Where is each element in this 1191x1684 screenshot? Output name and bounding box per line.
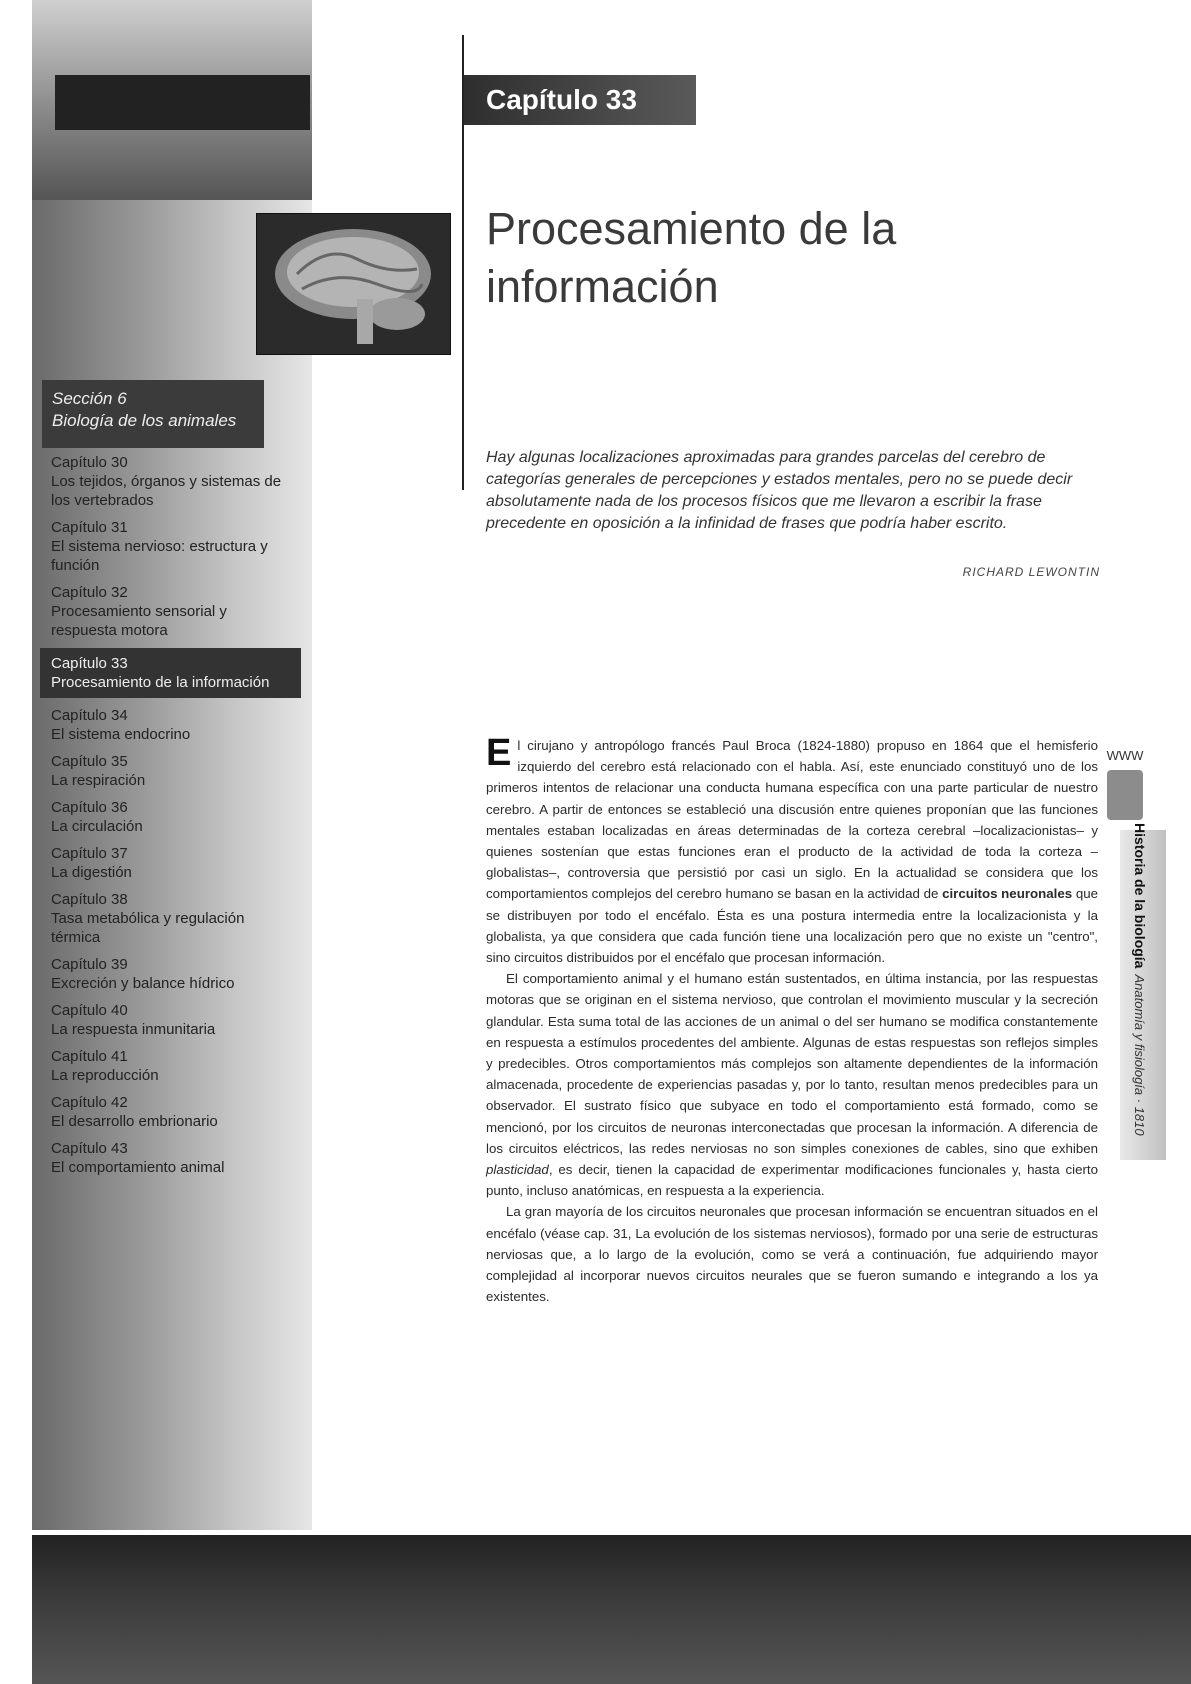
chapter-item-current	[40, 648, 301, 698]
chapter-number: Capítulo 35	[51, 753, 128, 770]
paragraph-1	[486, 732, 1099, 968]
epigraph-author: RICHARD LEWONTIN	[962, 565, 1100, 579]
chapter-title: El desarrollo embrionario	[51, 1113, 218, 1130]
paragraph-text: El comportamiento animal y el humano están sustentados, en última instancia, por las respuestas motoras que se originan en el sistema nervioso, que controlan el movimiento muscular y la secreción glandular. Esta suma total de las acciones de un animal o del ser humano se modifica constantemente en respuesta a estímulos procedentes del ambiente. Algunas de estas respuestas son reflejos simples y predecibles. Otros comportamientos más complejos son altamente dependientes de la información almacenada, procedente de experiencias pasadas y, por lo tanto, resultan menos predecibles para un observador. El sustrato físico que subyace en todo el comportamiento está formado, como se mencionó, por los circuitos de neuronas interconectadas que procesan la información. A diferencia de los circuitos eléctricos, las redes nerviosas no son simples conexiones de cables, sino que exhiben	[486, 971, 1098, 1156]
title-line-2: información	[486, 261, 719, 312]
chapter-item	[45, 706, 285, 744]
brain-sagittal-illustration	[257, 214, 450, 354]
side-tab-text	[1132, 823, 1148, 1153]
chapter-title: Excreción y balance hídrico	[51, 975, 235, 992]
chapter-number: Capítulo 37	[51, 845, 128, 862]
paragraph-3: La gran mayoría de los circuitos neuronales que procesan información se encuentran situados en el encéfalo (véase cap. 31, La evolución de los sistemas nerviosos), formado por una serie de estructuras nerviosas que, a lo largo de la evolución, como se verá a continuación, fue adquiriendo mayor complejidad al incorporar nuevos circuitos neurales que se fueron sumando e integrando a los ya existentes.	[486, 1204, 1098, 1305]
header-black-bar	[55, 75, 310, 130]
key-term: circuitos neuronales	[942, 886, 1073, 902]
paragraph-text: que se distribuyen por todo el encéfalo. Ésta es una postura intermedia entre la localizacionista y la globalista, ya que considera que cada función tiene una localización pero que no existe un "centro", sino circuitos distribuidos por el encéfalo que procesan información.	[486, 886, 1099, 966]
chapter-title: La digestión	[51, 864, 132, 881]
chapter-title: La circulación	[51, 818, 143, 835]
chapter-title: La respuesta inmunitaria	[51, 1021, 216, 1038]
chapter-item	[45, 1139, 285, 1177]
chapter-number: Capítulo 42	[51, 1094, 128, 1111]
chapter-item	[45, 1047, 285, 1085]
chapter-title: El comportamiento animal	[51, 1159, 225, 1176]
chapter-item	[45, 890, 285, 947]
section-number: Sección 6	[52, 389, 127, 408]
chapter-number: Capítulo 43	[51, 1140, 128, 1157]
chapter-number: Capítulo 38	[51, 891, 128, 908]
chapter-title: La respiración	[51, 772, 146, 789]
body-text	[486, 732, 1099, 1307]
bottom-dark-band	[32, 1535, 1191, 1684]
www-label: WWW	[1106, 748, 1144, 763]
chapter-title: El sistema nervioso: estructura y función	[51, 538, 268, 574]
chapter-number: Capítulo 32	[51, 584, 128, 601]
side-tab-subtitle: Anatomía y fisiología · 1810	[1132, 974, 1147, 1136]
chapter-title: Procesamiento sensorial y respuesta motora	[51, 603, 227, 639]
brain-image	[256, 213, 451, 355]
paragraph-2	[486, 968, 1098, 1201]
chapter-number: Capítulo 34	[51, 707, 128, 724]
side-tab	[1120, 823, 1180, 1160]
emphasis-term: plasticidad	[486, 1162, 549, 1178]
chapter-item	[45, 844, 285, 882]
chapter-item	[45, 955, 285, 993]
chapter-item	[45, 1093, 285, 1131]
section-header	[42, 380, 264, 448]
epigraph-quote: Hay algunas localizaciones aproximadas para grandes parcelas del cerebro de categorías generales de percepciones y estados mentales, pero no se puede decir absolutamente nada de los procesos físicos que me llevaron a escribir la frase precedente en oposición a la infinidad de frases que podría haber escrito.	[486, 449, 1073, 532]
chapter-number: Capítulo 36	[51, 799, 128, 816]
side-tab-title: Historia de la biología	[1132, 823, 1148, 969]
section-title: Biología de los animales	[52, 411, 237, 430]
chapter-number: Capítulo 30	[51, 454, 128, 471]
chapter-title: Procesamiento de la información	[51, 674, 270, 691]
chapter-title: Los tejidos, órganos y sistemas de los vertebrados	[51, 473, 282, 509]
chapter-number: Capítulo 39	[51, 956, 128, 973]
title-line-1: Procesamiento de la	[486, 203, 897, 254]
chapter-number: Capítulo 41	[51, 1048, 128, 1065]
chapter-item	[45, 453, 285, 510]
chapter-item	[45, 518, 285, 575]
chapter-list	[45, 453, 285, 1185]
drop-cap: E	[486, 732, 512, 774]
chapter-item	[45, 583, 285, 640]
chapter-number: Capítulo 40	[51, 1002, 128, 1019]
chapter-banner: Capítulo 33	[464, 75, 696, 125]
paragraph-text: , es decir, tienen la capacidad de experimentar modificaciones funcionales y, hasta cierto punto, incluso anatómicas, en respuesta a la experiencia.	[486, 1162, 1098, 1199]
chapter-item	[45, 1001, 285, 1039]
page-title	[486, 200, 1046, 316]
chapter-title: El sistema endocrino	[51, 726, 191, 743]
www-figure-icon	[1107, 770, 1143, 820]
chapter-number: Capítulo 33	[51, 655, 128, 672]
chapter-item	[45, 752, 285, 790]
chapter-number: Capítulo 31	[51, 519, 128, 536]
chapter-title: Tasa metabólica y regulación térmica	[51, 910, 245, 946]
paragraph-text: l cirujano y antropólogo francés Paul Broca (1824-1880) propuso en 1864 que el hemisferio izquierdo del cerebro está relacionado con el habla. Así, este enunciado constituyó uno de los primeros intentos de relacionar una conducta humana específica con una parte particular de nuestro cerebro. A partir de entonces se estableció una discusión entre quienes proponían que las funciones mentales estaban localizadas en áreas determinadas de la corteza cerebral –localizacionistas– y quienes sostenían que estas funciones eran el producto de la actividad de toda la corteza –globalistas–, controversia que persistió por casi un siglo. En la actualidad se considera que los comportamientos complejos del cerebro humano se basan en la actividad de	[486, 738, 1098, 902]
chapter-title: La reproducción	[51, 1067, 159, 1084]
chapter-item	[45, 798, 285, 836]
